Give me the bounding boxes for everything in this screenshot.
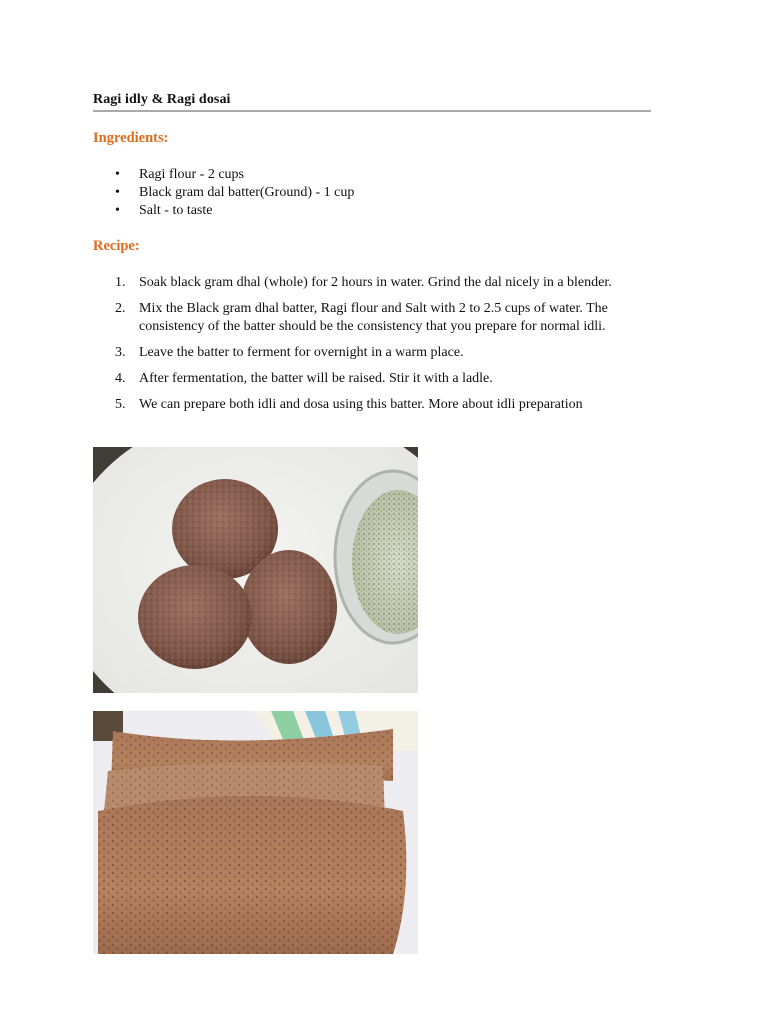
ragi-dosa-photo [93,711,418,954]
step-text: We can prepare both idli and dosa using this batter. More about idli preparation [139,397,583,412]
step-text: After fermentation, the batter will be raised. Stir it with a ladle. [139,371,493,386]
bullet-marker: • [115,203,120,218]
list-item [93,300,673,336]
bullet-marker: • [115,167,120,182]
list-item [93,202,653,220]
step-number: 2. [115,301,126,316]
recipe-heading: Recipe: [93,238,140,254]
ingredients-list [93,166,653,220]
list-item [93,274,673,292]
ingredient-text: Salt - to taste [139,203,213,218]
step-text: Leave the batter to ferment for overnight in a warm place. [139,345,464,360]
list-item [93,370,673,388]
step-text: Soak black gram dhal (whole) for 2 hours in water. Grind the dal nicely in a blender. [139,275,612,290]
ragi-idli-photo [93,447,418,693]
document-title: Ragi idly & Ragi dosai [93,92,231,107]
list-item [93,344,673,362]
step-number: 4. [115,371,126,386]
list-item [93,184,653,202]
list-item [93,396,673,414]
step-text: Mix the Black gram dhal batter, Ragi flour and Salt with 2 to 2.5 cups of water. The consistency of the batter should be the consistency that you prepare for normal idli. [139,301,608,334]
step-number: 5. [115,397,126,412]
ingredient-text: Black gram dal batter(Ground) - 1 cup [139,185,355,200]
ingredients-heading: Ingredients: [93,130,169,146]
step-number: 1. [115,275,126,290]
ingredient-text: Ragi flour - 2 cups [139,167,244,182]
step-number: 3. [115,345,126,360]
title-underline [93,110,651,112]
recipe-steps [93,274,673,422]
bullet-marker: • [115,185,120,200]
list-item [93,166,653,184]
